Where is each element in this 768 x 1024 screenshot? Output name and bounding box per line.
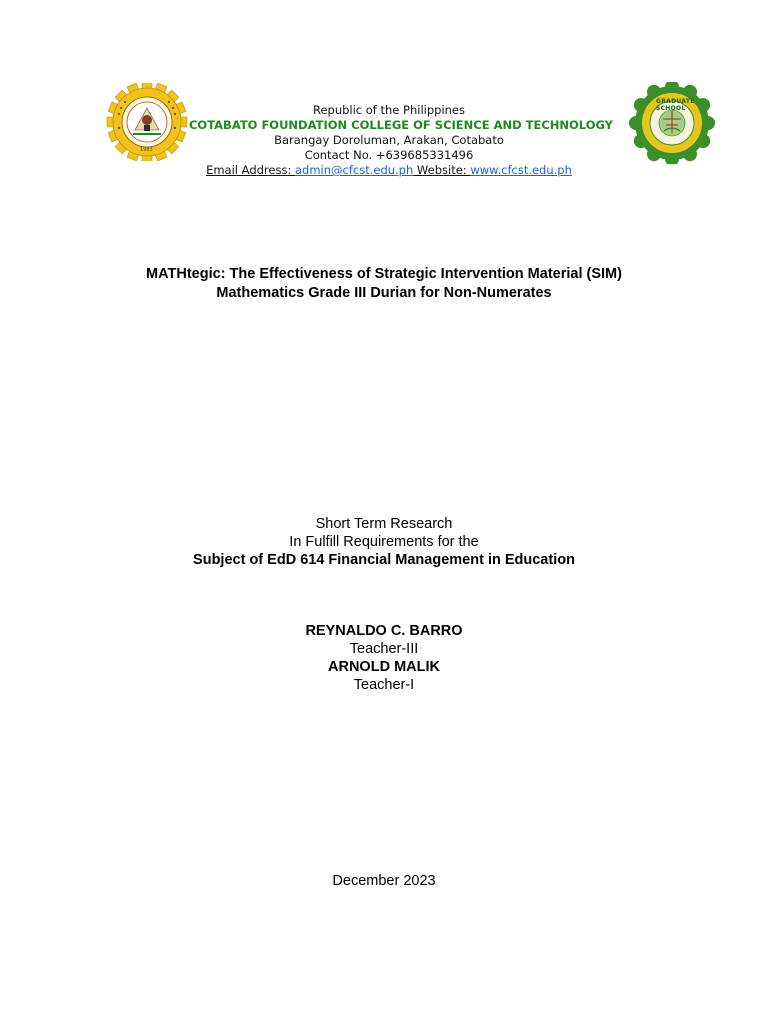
contact-number: Contact No. +639685331496 [304, 148, 474, 162]
title-line-2: Mathematics Grade III Durian for Non-Numerates [216, 285, 552, 301]
email-link[interactable]: admin@cfcst.edu.ph [294, 163, 414, 177]
email-website-line [190, 163, 588, 178]
research-title [0, 265, 768, 303]
document-date: December 2023 [332, 873, 436, 889]
website-link[interactable]: www.cfcst.edu.ph [470, 163, 572, 177]
author-name: REYNALDO C. BARRO [305, 623, 463, 639]
seal-label: GRADUATE SCHOOL [656, 98, 695, 112]
seal-year: 1983 [140, 147, 153, 153]
website-label: Website: [413, 163, 471, 177]
submission-info [0, 515, 768, 569]
authors [0, 622, 768, 694]
author-name: ARNOLD MALIK [328, 659, 440, 675]
subject-line: Subject of EdD 614 Financial Management in Education [193, 552, 575, 568]
email-label: Email Address: [206, 163, 295, 177]
letterhead [188, 103, 614, 178]
author-position: Teacher-I [353, 677, 415, 693]
graduate-school-seal-logo [628, 82, 716, 164]
college-address: Barangay Doroluman, Arakan, Cotabato [274, 133, 504, 147]
cfcst-seal-logo [103, 83, 191, 161]
author-position: Teacher-III [349, 641, 419, 657]
title-line-1: MATHtegic: The Effectiveness of Strategic Intervention Material (SIM) [146, 266, 622, 282]
submission-type: Short Term Research [315, 516, 453, 532]
republic-line: Republic of the Philippines [312, 103, 466, 117]
submission-purpose: In Fulfill Requirements for the [289, 534, 479, 550]
college-name: COTABATO FOUNDATION COLLEGE OF SCIENCE AND TECHNOLOGY [188, 118, 614, 132]
